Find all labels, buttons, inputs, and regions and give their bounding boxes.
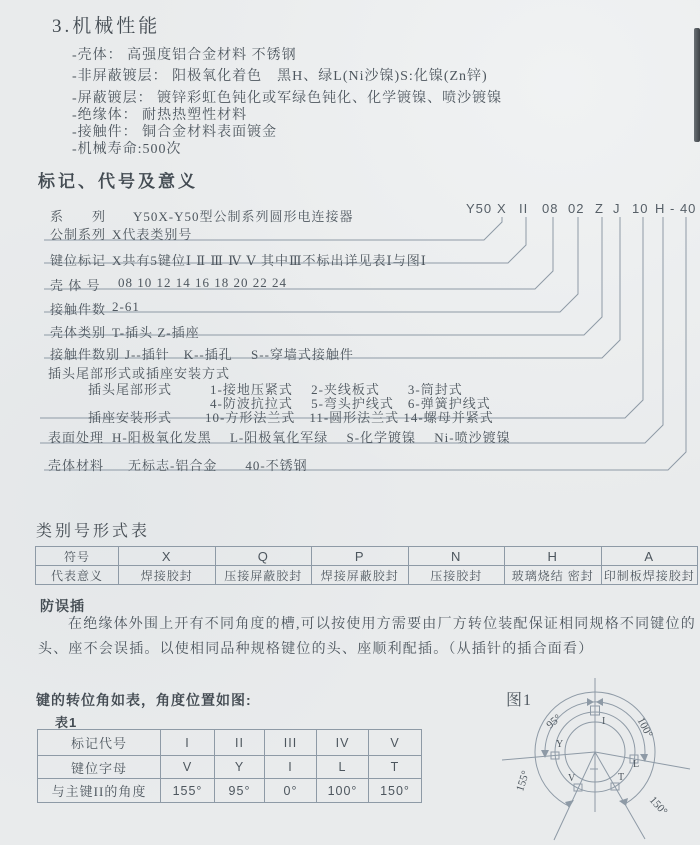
cell-meaning: 玻璃烧结 密封: [505, 566, 602, 585]
section-title-anti-misinsertion: 防误插: [40, 598, 85, 614]
row-value-shellno: 08 10 12 14 16 18 20 22 24: [118, 275, 287, 290]
cell-meaning: 压接屏蔽胶封: [215, 566, 312, 585]
table-row: [36, 566, 698, 585]
cell-symbol: Q: [215, 547, 312, 566]
cell-angle: 0°: [265, 779, 317, 803]
row-value-tail-plug-1: 1-接地压紧式 2-夹线板式 3-筒封式: [210, 382, 463, 397]
code-part-contacttype: J: [613, 201, 621, 216]
code-part-tail: 10: [632, 201, 649, 216]
cell-meaning-label: 代表意义: [36, 566, 119, 585]
cell-key-letter: Y: [215, 756, 265, 779]
keying-table: [37, 729, 422, 803]
section-title-category-table: 类别号形式表: [36, 523, 151, 540]
cell-key-letter: I: [265, 756, 317, 779]
cell-meaning: 印制板焊接胶封: [601, 566, 698, 585]
table1-label: 表1: [55, 715, 78, 730]
cell-symbol: H: [505, 547, 602, 566]
anti-misinsertion-paragraph: 在绝缘体外围上开有不同角度的槽,可以按使用方需要由厂方转位装配保证相同规格不同键位的头、座不会误插。以使相同品种规格键位的头、座顺利配插。（从插针的插合面看）: [38, 617, 696, 657]
table-row: [38, 756, 422, 779]
figure-key-right: L: [633, 759, 640, 770]
row-value-surface: H-阳极氧化发黑 L-阳极氧化军绿 S-化学镀镍 Ni-喷沙镀镍: [112, 430, 511, 445]
cell-symbol: A: [601, 547, 698, 566]
code-part-x: X: [497, 201, 507, 216]
section-title-keying: 键的转位角如表，角度位置如图:: [36, 692, 252, 708]
row-label-material: 壳体材料: [48, 458, 105, 473]
row-label-contacttype: 接触件数别: [50, 347, 121, 362]
cell-angle-label: 与主键II的角度: [38, 779, 161, 803]
code-part-surface-material: H - 40: [655, 201, 697, 216]
cell-key-letter: V: [161, 756, 215, 779]
cell-mark-code: II: [215, 730, 265, 756]
row-value-contacttype: J--插针 K--插孔 S--穿墙式接触件: [125, 347, 354, 362]
code-part-shellno: 08: [542, 201, 559, 216]
figure1-caption: 图1: [506, 692, 533, 709]
cell-mark-code: IV: [317, 730, 369, 756]
cell-key-letter: T: [369, 756, 422, 779]
mech-item-shielded-plating: -屏蔽镀层： 镀锌彩虹色钝化或军绿色钝化、化学镀镍、喷沙镀镍: [72, 91, 503, 106]
page-edge-artifact: [694, 28, 700, 142]
mech-item-insulator: -绝缘体： 耐热热塑性材料: [72, 108, 248, 123]
row-value-keyway: X共有5键位Ⅰ Ⅱ Ⅲ Ⅳ Ⅴ 其中Ⅲ不标出详见表Ⅰ与图Ⅰ: [112, 253, 427, 268]
cell-symbol-label: 符号: [36, 547, 119, 566]
row-value-series: Y50X-Y50型公制系列圆形电连接器: [133, 209, 354, 224]
cell-key-letter-label: 键位字母: [38, 756, 161, 779]
mech-item-contact: -接触件： 铜合金材料表面镀金: [72, 125, 278, 140]
row-label-shelltype: 壳体类别: [50, 325, 107, 340]
row-value-shelltype: T-插头 Z-插座: [112, 325, 200, 340]
row-label-contacts: 接触件数: [50, 302, 107, 317]
row-label-surface: 表面处理: [48, 430, 105, 445]
table-row: [36, 547, 698, 566]
cell-symbol: N: [408, 547, 505, 566]
cell-meaning: 焊接胶封: [119, 566, 216, 585]
cell-meaning: 压接胶封: [408, 566, 505, 585]
category-table: [35, 546, 698, 585]
code-part-keyway: II: [519, 201, 529, 216]
row-value-contacts: 2-61: [112, 299, 140, 314]
figure-key-lower-right: T: [618, 772, 625, 783]
cell-angle: 95°: [215, 779, 265, 803]
figure-angle-150: 150°: [646, 794, 670, 818]
figure-key-lower-left: V: [568, 773, 576, 784]
table-row: [38, 730, 422, 756]
figure-angle-95: 95°: [544, 712, 564, 732]
row-label-metric: 公制系列: [50, 227, 107, 242]
figure-key-left: Y: [556, 739, 564, 750]
cell-angle: 100°: [317, 779, 369, 803]
row-value-material: 无标志-铝合金 40-不锈钢: [128, 458, 308, 473]
row-value-tail-socket: 10-方形法兰式 11-圆形法兰式 14-螺母并紧式: [205, 410, 494, 425]
row-label-series: 系 列: [50, 209, 107, 224]
mech-item-shell: -壳体： 高强度铝合金材料 不锈钢: [72, 48, 297, 63]
cell-mark-code: III: [265, 730, 317, 756]
cell-mark-code: I: [161, 730, 215, 756]
figure1-key-position-diagram: [490, 672, 697, 844]
figure-key-top: I: [602, 716, 606, 727]
cell-symbol: P: [312, 547, 409, 566]
cell-key-letter: L: [317, 756, 369, 779]
row-label-tail-plug: 插头尾部形式: [88, 382, 173, 397]
row-label-tail-socket: 插座安装形式: [88, 410, 173, 425]
row-value-metric: X代表类别号: [112, 227, 193, 242]
code-part-contacts: 02: [568, 201, 585, 216]
cell-angle: 150°: [369, 779, 422, 803]
cell-symbol: X: [119, 547, 216, 566]
cell-mark-code: V: [369, 730, 422, 756]
figure-angle-155: 155°: [514, 769, 533, 793]
row-label-tail-title: 插头尾部形式或插座安装方式: [48, 366, 231, 381]
code-part-shelltype: Z: [595, 201, 604, 216]
row-label-keyway: 键位标记: [50, 253, 107, 268]
cell-mark-code-label: 标记代号: [38, 730, 161, 756]
section-title-marking: 标记、代号及意义: [38, 172, 198, 191]
cell-angle: 155°: [161, 779, 215, 803]
mech-item-unshielded-plating: -非屏蔽镀层： 阳极氧化着色 黑H、绿L(Ni沙镍)S:化镍(Zn锌): [72, 69, 488, 84]
mech-item-life: -机械寿命:500次: [72, 142, 182, 157]
row-label-shellno: 壳 体 号: [50, 278, 101, 293]
row-value-tail-plug-2: 4-防波抗拉式 5-弯头护线式 6-弹簧护线式: [210, 396, 491, 411]
figure-angle-100: 100°: [634, 715, 655, 740]
code-part-series: Y50: [466, 201, 493, 216]
section-title-mechanical: 3.机械性能: [52, 16, 161, 37]
cell-meaning: 焊接屏蔽胶封: [312, 566, 409, 585]
table-row: [38, 779, 422, 803]
